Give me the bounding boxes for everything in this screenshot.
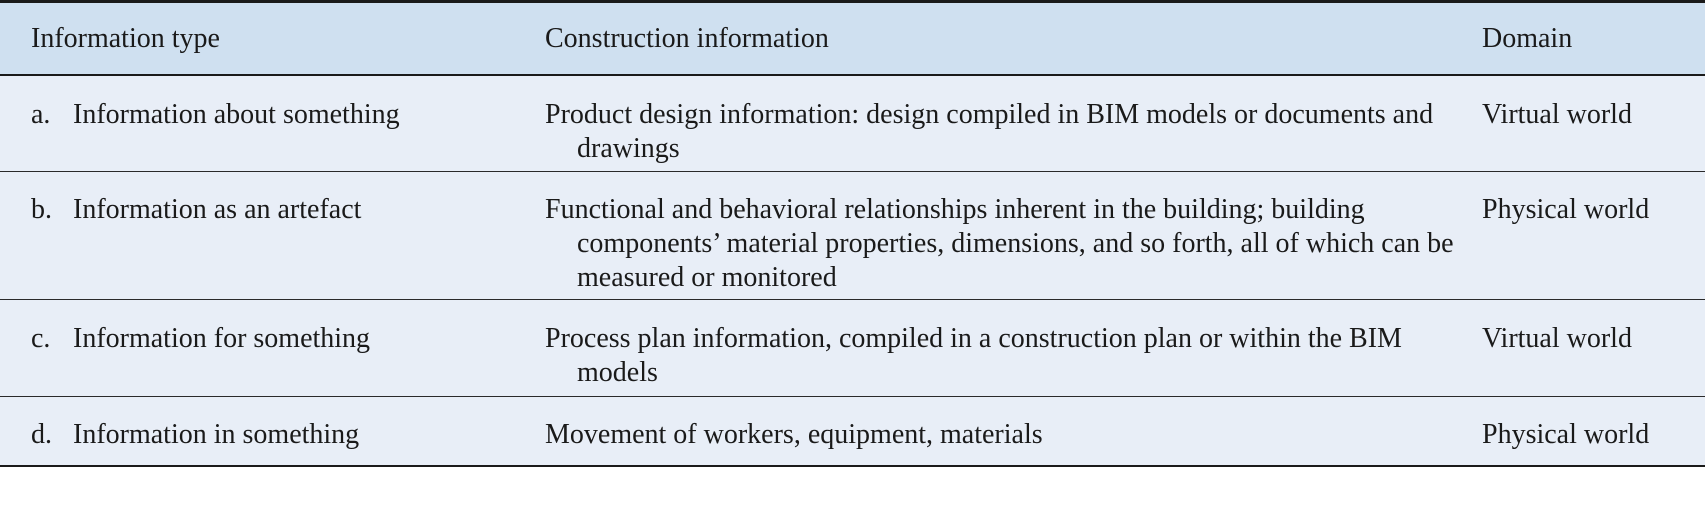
construction-information-cell [535, 171, 1482, 299]
row-marker: c. [31, 322, 51, 354]
construction-information-text: Product design information: design compiled in BIM models or documents and drawings [545, 99, 1434, 164]
domain-cell: Virtual world [1482, 299, 1705, 396]
row-marker: a. [31, 99, 51, 130]
header-construction-information: Construction information [535, 2, 1482, 76]
information-type-cell [0, 171, 535, 299]
table-row [0, 75, 1705, 171]
information-type-label: Information as an artefact [73, 193, 362, 225]
table-row [0, 171, 1705, 299]
domain-cell: Virtual world [1482, 75, 1705, 171]
header-row [0, 2, 1705, 76]
construction-information-cell [535, 396, 1482, 466]
information-type-label: Information about something [73, 99, 400, 130]
row-marker: b. [31, 193, 52, 225]
domain-cell: Physical world [1482, 171, 1705, 299]
construction-information-text: Functional and behavioral relationships inherent in the building; building components’ material properties, dimensions, and so forth, all of which can be measured or monitored [545, 193, 1454, 293]
construction-information-cell [535, 75, 1482, 171]
information-type-label: Information for something [73, 322, 371, 354]
information-type-cell [0, 396, 535, 466]
information-type-cell [0, 299, 535, 396]
table-header [0, 2, 1705, 76]
row-marker: d. [31, 418, 52, 450]
table-body [0, 75, 1705, 466]
construction-information-text: Process plan information, compiled in a construction plan or within the BIM models [545, 322, 1402, 388]
table-row [0, 396, 1705, 466]
construction-information-cell [535, 299, 1482, 396]
information-type-label: Information in something [73, 418, 360, 450]
construction-information-text: Movement of workers, equipment, materials [545, 418, 1043, 450]
information-type-cell [0, 75, 535, 171]
table-row [0, 299, 1705, 396]
header-information-type: Information type [0, 2, 535, 76]
domain-cell: Physical world [1482, 396, 1705, 466]
header-domain: Domain [1482, 2, 1705, 76]
